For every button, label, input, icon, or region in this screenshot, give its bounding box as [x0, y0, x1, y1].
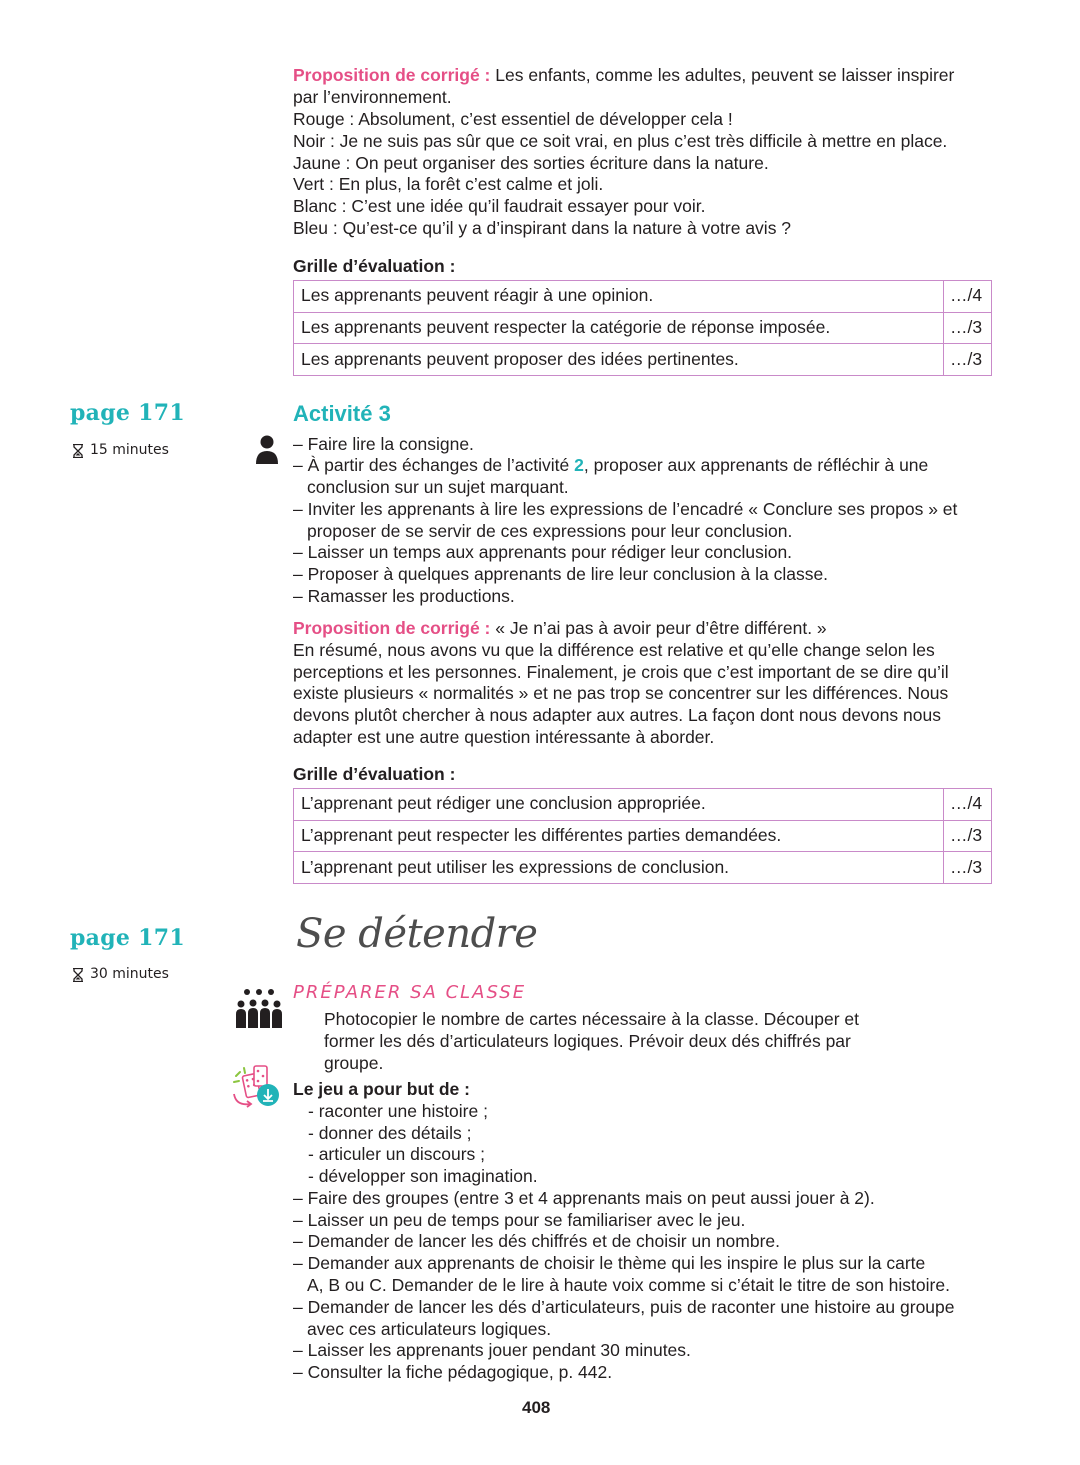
grille-title: Grille d’évaluation :: [293, 764, 456, 784]
step-line: – Demander aux apprenants de choisir le thème qui les inspire le plus sur la carte: [293, 1253, 926, 1273]
page-number: 408: [522, 1398, 551, 1417]
step-line: – Laisser un peu de temps pour se familiariser avec le jeu.: [293, 1210, 746, 1230]
table-row: [294, 281, 992, 313]
text-line: Jaune : On peut organiser des sorties écriture dans la nature.: [293, 153, 769, 173]
table-row: [294, 820, 992, 852]
step-line: proposer de se servir de ces expressions pour leur conclusion.: [307, 521, 793, 541]
step-line: – Demander de lancer les dés d’articulateurs, puis de raconter une histoire au groupe: [293, 1297, 955, 1317]
table-row: [294, 852, 992, 884]
list-item: - articuler un discours ;: [308, 1144, 486, 1164]
timer: [72, 964, 169, 986]
step-line: – Laisser les apprenants jouer pendant 30 minutes.: [293, 1340, 691, 1360]
text-line: former les dés d’articulateurs logiques. Prévoir deux dés chiffrés par: [324, 1031, 851, 1051]
section-title: Se détendre: [296, 911, 538, 957]
group-icon: [234, 988, 284, 1030]
corrige-line-1: [293, 618, 827, 640]
grille-score: …/3: [944, 820, 992, 852]
step-line: – Ramasser les productions.: [293, 586, 515, 606]
corrige-label: Proposition de corrigé :: [293, 618, 491, 638]
text-line: devons plutôt chercher à nous adapter aux autres. La façon dont nous devons nous: [293, 705, 941, 725]
corrige-text: Les enfants, comme les adultes, peuvent se laisser inspirer: [490, 65, 955, 85]
text-line: Bleu : Qu’est-ce qu’il y a d’inspirant dans la nature à votre avis ?: [293, 218, 792, 238]
grille-score: …/3: [944, 852, 992, 884]
timer-text: 30 minutes: [90, 966, 169, 982]
grille-score: …/3: [944, 312, 992, 344]
step-line: – Faire des groupes (entre 3 et 4 apprenants mais on peut aussi jouer à 2).: [293, 1188, 875, 1208]
list-item: - donner des détails ;: [308, 1123, 472, 1143]
corrige-label: Proposition de corrigé :: [293, 65, 491, 85]
dice-download-icon: [230, 1060, 282, 1112]
prep-title: PRÉPARER SA CLASSE: [293, 982, 527, 1003]
page-label: page 171: [70, 400, 185, 426]
grille-table: [293, 280, 992, 376]
person-icon: [256, 435, 278, 465]
list-item: - raconter une histoire ;: [308, 1101, 488, 1121]
step-line: [293, 455, 928, 477]
page-label: page 171: [70, 925, 185, 951]
grille-score: …/4: [944, 789, 992, 821]
text-line: par l’environnement.: [293, 87, 452, 107]
grille-score: …/3: [944, 344, 992, 376]
grille-criterion: L’apprenant peut utiliser les expressions de conclusion.: [294, 852, 944, 884]
text-line: adapter est une autre question intéressante à aborder.: [293, 727, 715, 747]
step-line: – Laisser un temps aux apprenants pour rédiger leur conclusion.: [293, 542, 793, 562]
text-line: perceptions et les personnes. Finalement, je crois que c’est important de se dire qu’il: [293, 662, 949, 682]
step-line: A, B ou C. Demander de le lire à haute voix comme si c’était le titre de son histoire.: [307, 1275, 950, 1295]
step-line: – Proposer à quelques apprenants de lire leur conclusion à la classe.: [293, 564, 829, 584]
step-text: , proposer aux apprenants de réfléchir à une: [583, 455, 929, 475]
step-text: – À partir des échanges de l’activité: [293, 455, 575, 475]
grille-criterion: Les apprenants peuvent respecter la catégorie de réponse imposée.: [294, 312, 944, 344]
text-line: Rouge : Absolument, c’est essentiel de développer cela !: [293, 109, 733, 129]
list-item: - développer son imagination.: [308, 1166, 538, 1186]
timer: [72, 440, 169, 462]
grille-criterion: L’apprenant peut rédiger une conclusion appropriée.: [294, 789, 944, 821]
grille-title: Grille d’évaluation :: [293, 256, 456, 276]
grille-table: [293, 788, 992, 884]
step-line: avec ces articulateurs logiques.: [307, 1319, 552, 1339]
step-line: – Consulter la fiche pédagogique, p. 442.: [293, 1362, 613, 1382]
text-line: En résumé, nous avons vu que la différence est relative et qu’elle change selon les: [293, 640, 935, 660]
activity-ref: 2: [574, 455, 584, 475]
text-line: Photocopier le nombre de cartes nécessaire à la classe. Découper et: [324, 1009, 860, 1029]
step-line: – Faire lire la consigne.: [293, 434, 474, 454]
step-line: conclusion sur un sujet marquant.: [307, 477, 569, 497]
grille-score: …/4: [944, 281, 992, 313]
text-line: Noir : Je ne suis pas sûr que ce soit vrai, en plus c’est très difficile à mettre en place.: [293, 131, 948, 151]
corrige-text: « Je n’ai pas à avoir peur d’être différent. »: [490, 618, 827, 638]
hourglass-icon: [72, 444, 84, 458]
timer-text: 15 minutes: [90, 442, 169, 458]
corrige-line-1: [293, 65, 954, 87]
grille-criterion: L’apprenant peut respecter les différentes parties demandées.: [294, 820, 944, 852]
table-row: [294, 312, 992, 344]
text-line: Blanc : C’est une idée qu’il faudrait essayer pour voir.: [293, 196, 706, 216]
jeu-title: Le jeu a pour but de :: [293, 1079, 470, 1099]
activity-title: Activité 3: [293, 401, 391, 426]
step-line: – Demander de lancer les dés chiffrés et de choisir un nombre.: [293, 1231, 781, 1251]
grille-criterion: Les apprenants peuvent réagir à une opinion.: [294, 281, 944, 313]
step-line: – Inviter les apprenants à lire les expressions de l’encadré « Conclure ses propos » et: [293, 499, 958, 519]
text-line: existe plusieurs « normalités » et ne pas trop se concentrer sur les différences. Nous: [293, 683, 949, 703]
grille-criterion: Les apprenants peuvent proposer des idées pertinentes.: [294, 344, 944, 376]
text-line: Vert : En plus, la forêt c’est calme et joli.: [293, 174, 604, 194]
hourglass-icon: [72, 968, 84, 982]
table-row: [294, 789, 992, 821]
text-line: groupe.: [324, 1053, 384, 1073]
table-row: [294, 344, 992, 376]
